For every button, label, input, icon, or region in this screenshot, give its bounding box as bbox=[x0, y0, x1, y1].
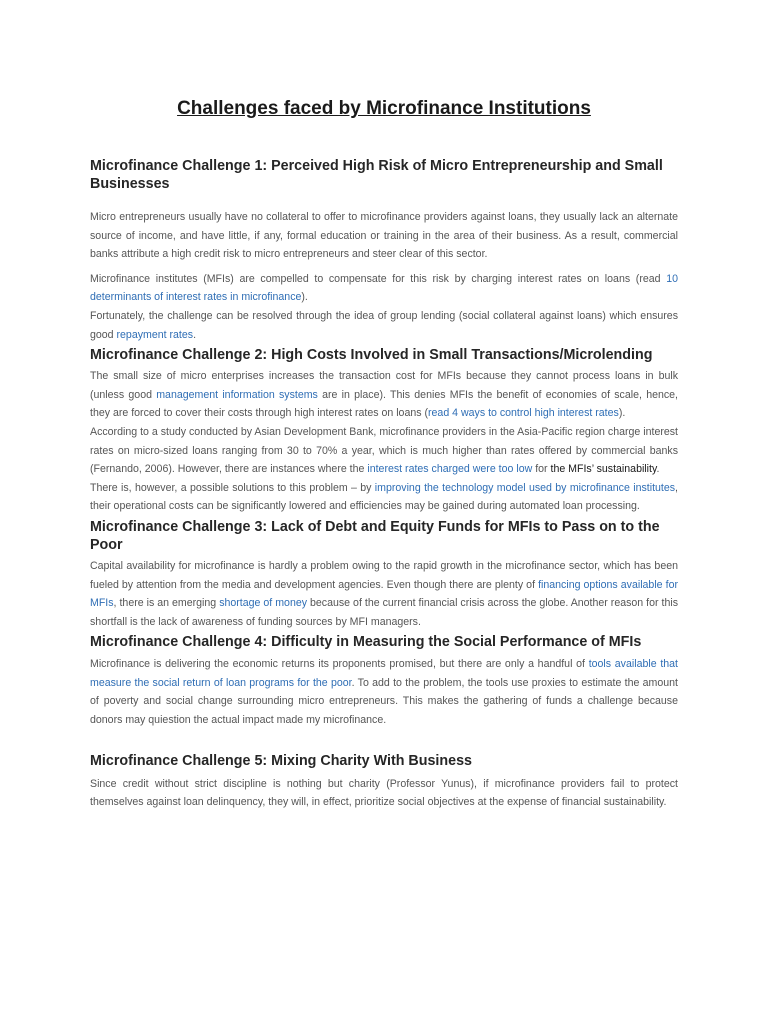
link-interest-rate-determinants[interactable]: 10 determinants of interest rates in microfinance bbox=[90, 272, 678, 304]
challenge-2-paragraph-2: According to a study conducted by Asian Development Bank, microfinance providers in the Asia-Pacific region charge interest rates on micro-sized loans ranging from 30 to 70% a year, which is much higher than rates offered by commercial banks (Fernando, 2006). However, there are instances where the interest rates charged were too low for the MFIs’ sustainability. bbox=[90, 425, 678, 476]
challenge-1-paragraph-2: Microfinance institutes (MFIs) are compelled to compensate for this risk by charging interest rates on loans (read 10 determinants of interest rates in microfinance). bbox=[90, 272, 678, 304]
challenge-3-paragraph-1: Capital availability for microfinance is hardly a problem owing to the rapid growth in the microfinance sector, which has been fueled by attention from the media and development agencies. Even though there are plenty of financing options available for MFIs, there is an emerging shortage of money because of the current financial crisis across the globe. Another reason for this shortfall is the lack of awareness of funding sources by MFI managers. bbox=[90, 559, 679, 628]
link-control-high-interest-rates[interactable]: read 4 ways to control high interest rates bbox=[428, 407, 619, 420]
challenge-4-heading: Microfinance Challenge 4: Difficulty in Measuring the Social Performance of MFIs bbox=[90, 634, 642, 651]
challenge-4-paragraph-1: Microfinance is delivering the economic returns its proponents promised, but there are only a handful of tools available that measure the social return of loan programs for the poor. To add to the problem, the tools use proxies to estimate the amount of poverty and social change surrounding micro entrepreneurs. This makes the gathering of funds a challenge because donors may quiestion the actual impact made my microfinance. bbox=[90, 658, 678, 727]
link-repayment-rates[interactable]: repayment rates bbox=[116, 328, 194, 341]
link-social-return-tools[interactable]: tools available that measure the social return of loan programs for the poor bbox=[90, 658, 678, 689]
link-shortage-of-money[interactable]: shortage of money bbox=[219, 597, 308, 610]
link-interest-rates-too-low[interactable]: interest rates charged were too low bbox=[367, 463, 533, 476]
challenge-1-paragraph-3: Fortunately, the challenge can be resolved through the idea of group lending (social collateral against loans) which ensures good repayment rates. bbox=[90, 309, 678, 341]
link-financing-options[interactable]: financing options available for MFIs bbox=[90, 578, 678, 610]
challenge-1-heading: Microfinance Challenge 1: Perceived High Risk of Micro Entrepreneurship and Small Businesses bbox=[90, 158, 663, 192]
challenge-2-heading: Microfinance Challenge 2: High Costs Involved in Small Transactions/Microlending bbox=[90, 347, 653, 364]
challenge-5-section bbox=[90, 752, 678, 812]
challenge-1-paragraph-1: Micro entrepreneurs usually have no collateral to offer to microfinance providers against loans, they usually lack an alternate source of income, and have little, if any, formal education or training in the area of their business. As a result, commercial banks attribute a high credit risk to micro entrepreneurs and steer clear of this sector. bbox=[90, 211, 678, 261]
challenge-1-section bbox=[90, 157, 678, 344]
challenge-2-paragraph-3: There is, however, a possible solutions to this problem – by improving the technology model used by microfinance institutes, their operational costs can be significantly lowered and efficiencies may be gained during automated loan processing. bbox=[90, 481, 678, 513]
challenge-3-heading: Microfinance Challenge 3: Lack of Debt and Equity Funds for MFIs to Pass on to the Poor bbox=[90, 518, 660, 553]
challenge-4-section bbox=[90, 633, 678, 729]
article-body bbox=[90, 157, 678, 812]
challenge-5-heading: Microfinance Challenge 5: Mixing Charity With Business bbox=[90, 752, 472, 769]
page-title: Challenges faced by Microfinance Institutions bbox=[177, 98, 591, 119]
challenge-5-paragraph-1: Since credit without strict discipline is nothing but charity (Professor Yunus), if microfinance providers fail to protect themselves against loan delinquency, they will, in effect, prioritize social objectives at the expense of financial sustainability. bbox=[90, 777, 678, 809]
link-management-information-systems[interactable]: management information systems bbox=[156, 388, 318, 401]
challenge-3-section bbox=[90, 518, 678, 631]
challenge-2-section bbox=[90, 346, 678, 516]
link-technology-model[interactable]: improving the technology model used by microfinance institutes bbox=[374, 481, 676, 494]
challenge-2-paragraph-1: The small size of micro enterprises increases the transaction cost for MFIs because they cannot process loans in bulk (unless good management information systems are in place). This denies MFIs the benefit of economies of scale, hence, they are forced to cover their costs through high interest rates on loans (read 4 ways to control high interest rates). bbox=[90, 370, 679, 420]
